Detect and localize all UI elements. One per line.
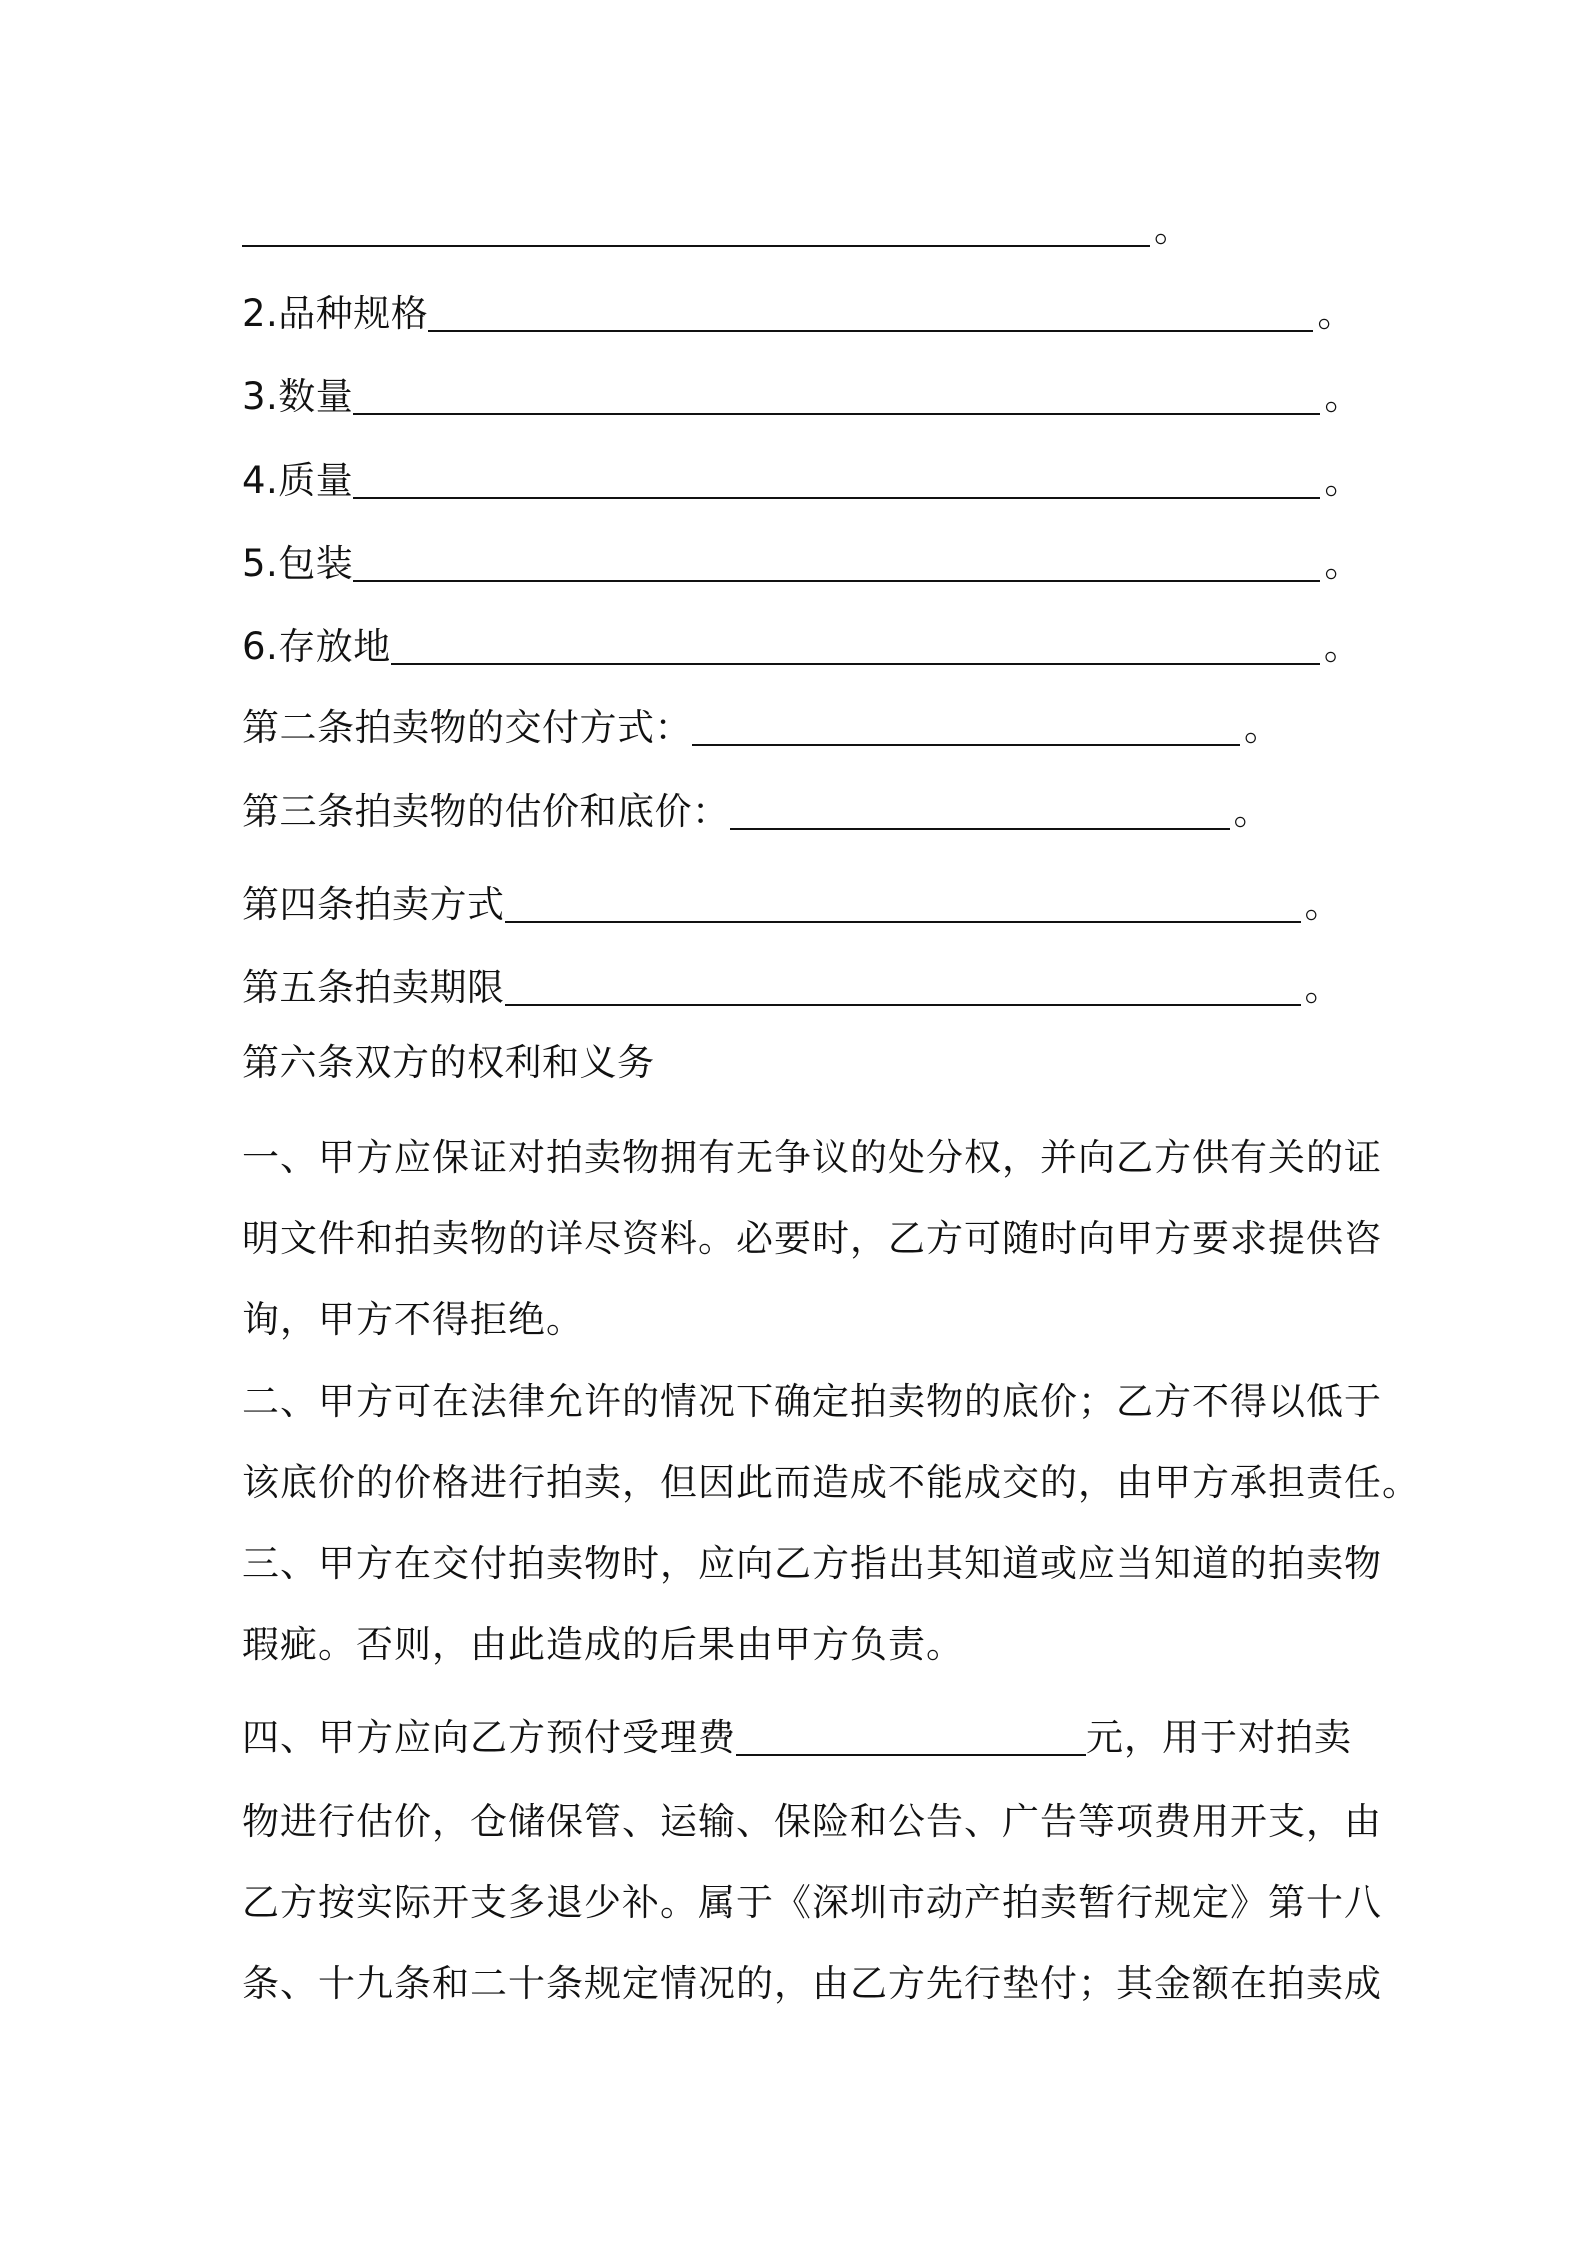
text-line: 三、甲方在交付拍卖物时，应向乙方指出其知道或应当知道的拍卖物 bbox=[242, 1542, 1382, 1585]
field-label: 第五条拍卖期限 bbox=[242, 966, 505, 1009]
section-heading: 第六条双方的权利和义务 bbox=[242, 1041, 655, 1084]
period-mark: 。 bbox=[1154, 207, 1192, 250]
field-packaging bbox=[242, 539, 1362, 589]
period-mark: 。 bbox=[1304, 883, 1342, 926]
article-2-delivery bbox=[242, 703, 1282, 753]
clause-3 bbox=[242, 1523, 1382, 1685]
text-line: 物进行估价，仓储保管、运输、保险和公告、广告等项费用开支，由 bbox=[242, 1800, 1382, 1843]
text-line: 一、甲方应保证对拍卖物拥有无争议的处分权，并向乙方供有关的证 bbox=[242, 1136, 1382, 1179]
field-label: 5.包装 bbox=[242, 542, 354, 585]
fill-in-blank[interactable] bbox=[353, 413, 1320, 415]
fill-in-blank[interactable] bbox=[353, 497, 1320, 499]
clause-4 bbox=[242, 1781, 1382, 2024]
clause-1 bbox=[242, 1117, 1382, 1360]
text-line: 明文件和拍卖物的详尽资料。必要时，乙方可随时向甲方要求提供咨 bbox=[242, 1217, 1382, 1260]
fill-in-blank[interactable] bbox=[428, 330, 1313, 332]
text-line: 该底价的价格进行拍卖，但因此而造成不能成交的，由甲方承担责任。 bbox=[242, 1461, 1420, 1504]
period-mark: 。 bbox=[1323, 625, 1362, 668]
fill-in-blank[interactable] bbox=[730, 828, 1230, 830]
field-label: 6.存放地 bbox=[242, 625, 391, 668]
fee-amount-blank[interactable] bbox=[736, 1754, 1086, 1756]
text-line: 条、十九条和二十条规定情况的，由乙方先行垫付；其金额在拍卖成 bbox=[242, 1962, 1382, 2005]
field-quality bbox=[242, 456, 1362, 506]
period-mark: 。 bbox=[1324, 375, 1362, 418]
fill-in-blank[interactable] bbox=[353, 580, 1320, 582]
field-label: 2.品种规格 bbox=[242, 292, 429, 335]
article-4-method bbox=[242, 880, 1342, 930]
period-mark: 。 bbox=[1324, 459, 1362, 502]
fill-in-blank[interactable] bbox=[505, 921, 1301, 923]
period-mark: 。 bbox=[1304, 966, 1342, 1009]
fill-in-blank[interactable] bbox=[391, 663, 1320, 665]
blank-line-1 bbox=[242, 204, 1192, 254]
field-label: 3.数量 bbox=[242, 375, 354, 418]
fill-in-blank[interactable] bbox=[242, 245, 1150, 247]
fill-in-blank[interactable] bbox=[692, 744, 1240, 746]
field-storage-place bbox=[242, 622, 1361, 672]
text-line: 二、甲方可在法律允许的情况下确定拍卖物的底价；乙方不得以低于 bbox=[242, 1380, 1382, 1423]
text-line: 瑕疵。否则，由此造成的后果由甲方负责。 bbox=[242, 1623, 964, 1666]
period-mark: 。 bbox=[1317, 292, 1355, 335]
article-3-valuation bbox=[242, 787, 1271, 837]
period-mark: 。 bbox=[1324, 542, 1362, 585]
period-mark: 。 bbox=[1233, 790, 1271, 833]
field-label: 四、甲方应向乙方预付受理费 bbox=[242, 1716, 736, 1759]
clause-2 bbox=[242, 1361, 1420, 1523]
field-label: 第四条拍卖方式 bbox=[242, 883, 505, 926]
text-line: 乙方按实际开支多退少补。属于《深圳市动产拍卖暂行规定》第十八 bbox=[242, 1881, 1382, 1924]
clause-4-first-line bbox=[242, 1713, 1352, 1763]
field-variety-spec bbox=[242, 289, 1355, 339]
text-line: 询，甲方不得拒绝。 bbox=[242, 1298, 584, 1341]
field-label: 第三条拍卖物的估价和底价： bbox=[242, 790, 730, 833]
field-label: 4.质量 bbox=[242, 459, 354, 502]
field-quantity bbox=[242, 372, 1362, 422]
period-mark: 。 bbox=[1244, 706, 1282, 749]
article-5-period bbox=[242, 963, 1342, 1013]
text-continuation: 元，用于对拍卖 bbox=[1086, 1716, 1352, 1759]
fill-in-blank[interactable] bbox=[505, 1004, 1301, 1006]
field-label: 第二条拍卖物的交付方式： bbox=[242, 706, 692, 749]
